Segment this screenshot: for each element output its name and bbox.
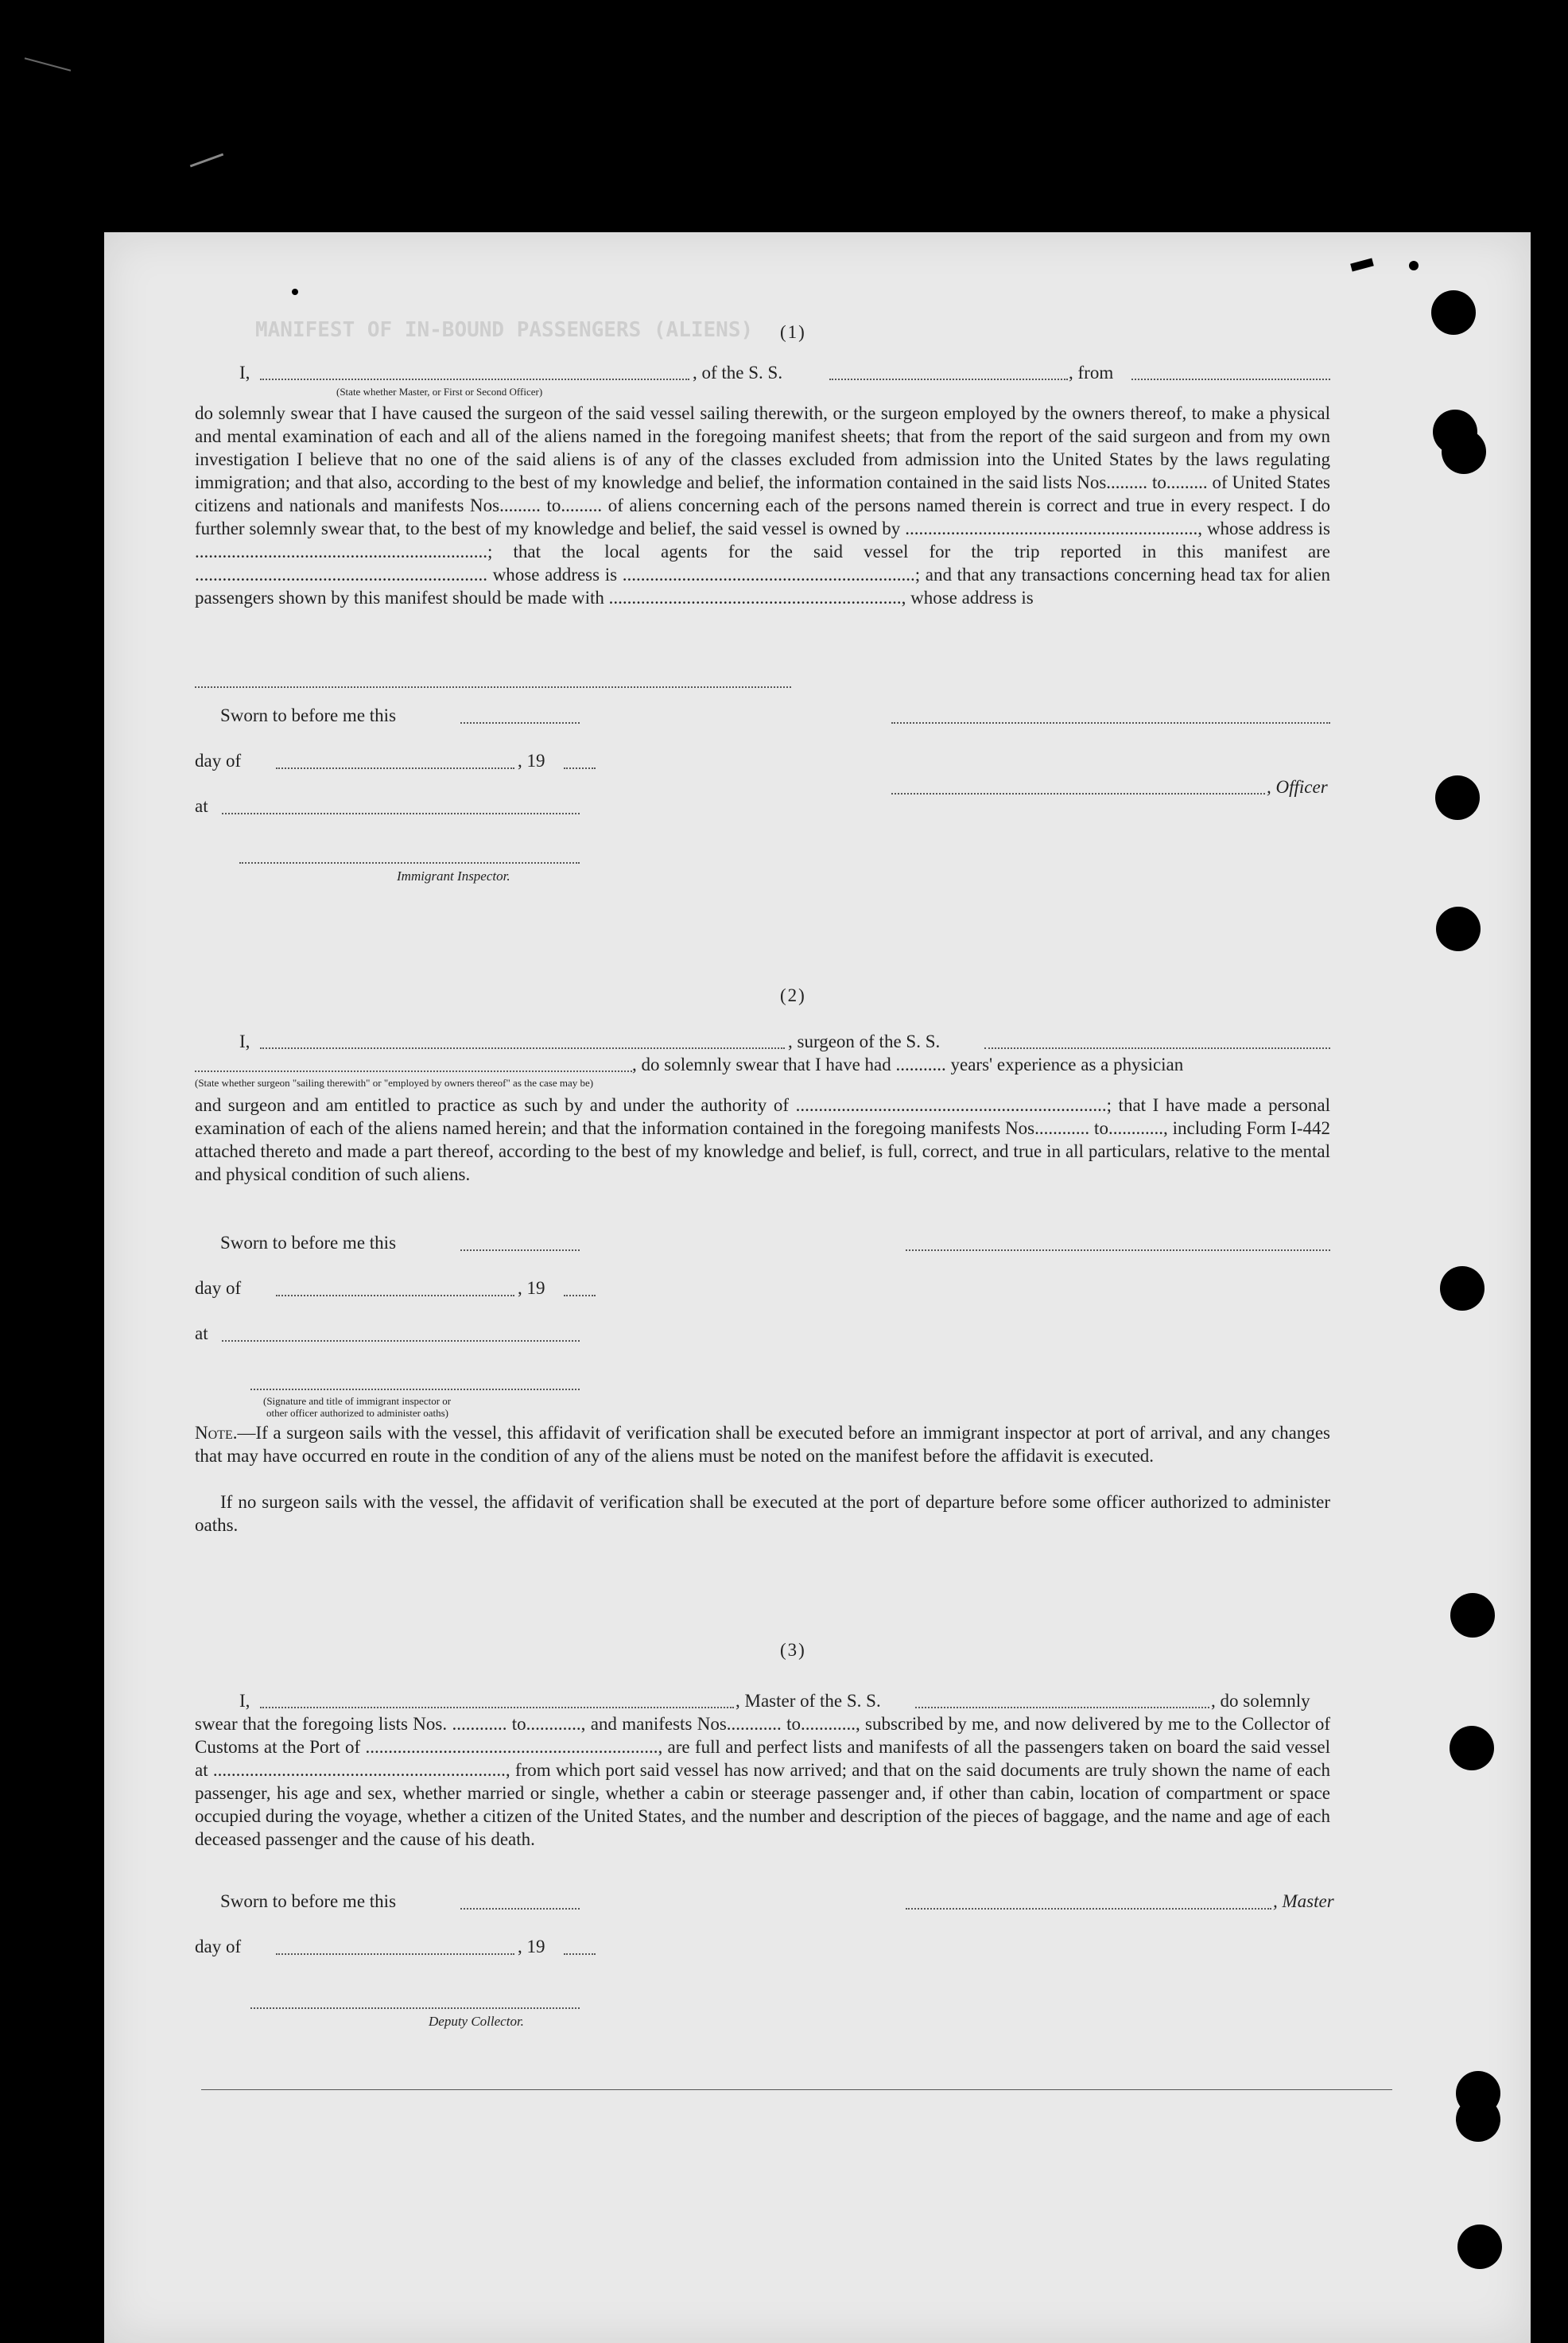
section-3-number: (3) <box>780 1640 806 1660</box>
punch-hole <box>1436 907 1481 951</box>
blank-day-1 <box>276 767 514 769</box>
sworn-text-3: Sworn to before me this <box>220 1891 397 1911</box>
blank-surgeon-status <box>195 1070 632 1072</box>
blank-year-2 <box>564 1295 596 1296</box>
blank-day-2 <box>276 1295 514 1296</box>
note-body: —If a surgeon sails with the vessel, this affidavit of verification shall be executed before an immigrant inspector at port of arrival, and any changes that may have occurred en route in the condition of any of the aliens must be noted on the manifest before the affidavit is executed. <box>195 1423 1330 1466</box>
bottom-rule <box>201 2089 1392 2090</box>
surgeon-of-ss-text: , surgeon of the S. S. <box>788 1032 941 1051</box>
blank-deputy-sig <box>250 2007 580 2009</box>
punch-hole <box>1450 1726 1494 1770</box>
punch-hole <box>1431 290 1476 335</box>
blank-surgeon-ship <box>984 1047 1330 1049</box>
section-2-body: and surgeon and am entitled to practice as such by and under the authority of ....................................................................; that I have made a personal examination of each of the aliens named herein; and that the information contained in the foregoing manifests Nos............ to............, including Form I-442 attached thereto and made a part thereof, according to the best of my knowledge and belief, is full, correct, and true in all particulars, relative to the mental and physical condition of such aliens. <box>195 1095 1330 1184</box>
blank-address-tail <box>195 686 791 688</box>
section-1-line-1 <box>239 361 250 384</box>
blank-inspector-sig <box>239 862 580 864</box>
blank-year-3 <box>564 1953 596 1955</box>
blank-master-sig <box>906 1908 1271 1910</box>
day-of-text-2: day of <box>195 1278 242 1298</box>
at-text-1: at <box>195 796 208 816</box>
surgeon-note-2: If no surgeon sails with the vessel, the affidavit of verification shall be executed at the port of departure before some officer authorized to administer oaths. <box>195 1492 1330 1535</box>
sworn-text-2: Sworn to before me this <box>220 1233 397 1253</box>
punch-hole <box>1440 1266 1485 1311</box>
deputy-collector-label: Deputy Collector. <box>429 2014 524 2029</box>
officer-type-note: (State whether Master, or First or Second Officer) <box>336 386 543 398</box>
year-text-2: , 19 <box>518 1278 545 1298</box>
text-from: , from <box>1069 363 1114 383</box>
sig-note-line-2: other officer authorized to administer oaths) <box>266 1407 448 1419</box>
manifest-page <box>104 232 1531 2343</box>
section-2-number: (2) <box>780 985 806 1005</box>
ink-mark <box>1409 261 1419 270</box>
master-label: , Master <box>1273 1891 1334 1911</box>
blank-officer-name <box>260 379 689 380</box>
blank-sworn-date-3 <box>460 1908 580 1910</box>
section-1-body: do solemnly swear that I have caused the surgeon of the said vessel sailing therewith, or the surgeon employed by the owners thereof, to make a physical and mental examination of each and all of the aliens named in the foregoing manifest sheets; that from the report of the said surgeon and from my own investigation I believe that no one of the said aliens is of any of the classes excluded from admission into the United States by the laws regulating immigration; and that also, according to the best of my knowledge and belief, the information contained in the said lists Nos......... to......... of United States citizens and nationals and manifests Nos......... to......... of aliens concerning each of the persons named therein is correct and true in every respect. I do further solemnly swear that, to the best of my knowledge and belief, the said vessel is owned by ................................................................, whose address is ................................................................; that the local agents for the said vessel for the trip reported in this manifest are ................................................................ whose address is ................................................................; and that any transactions concerning head tax for alien passengers shown by this manifest should be made with ................................................................, whose address is <box>195 403 1330 608</box>
ink-mark <box>292 289 298 295</box>
blank-master-ship <box>915 1707 1209 1708</box>
section-3-i: I, <box>239 1691 250 1711</box>
officer-label: , Officer <box>1267 777 1328 797</box>
section-1-number: (1) <box>780 322 806 342</box>
section-3-body: swear that the foregoing lists Nos. ............ to............, and manifests Nos............ to............, subscribed by me, and now delivered by me to the Collector of Customs at the Port of ................................................................, are full and perfect lists and manifests of all the passengers taken on board the said vessel at ................................................................, from which port said vessel has now arrived; and that on the said documents are truly shown the name of each passenger, his age and sex, whether married or single, whether a cabin or steerage passenger and, if other than cabin, location of compartment or space occupied during the voyage, whether a citizen of the United States, and the number and description of the pieces of baggage, and the name and age of each deceased passenger and the cause of his death. <box>195 1714 1330 1849</box>
punch-hole <box>1456 2097 1500 2142</box>
blank-ship-name <box>829 379 1068 380</box>
day-of-text-3: day of <box>195 1937 242 1956</box>
punch-hole <box>1450 1593 1495 1638</box>
punch-hole <box>1457 2224 1502 2269</box>
surgeon-status-note: (State whether surgeon "sailing therewith" or "employed by owners thereof" as the case may be) <box>195 1077 594 1089</box>
punch-hole <box>1442 429 1486 474</box>
at-text-2: at <box>195 1323 208 1343</box>
blank-inspector-sig-2 <box>250 1389 580 1390</box>
do-solemnly-text: , do solemnly <box>1211 1691 1310 1711</box>
year-text-1: , 19 <box>518 751 545 771</box>
blank-officer-sig <box>891 793 1265 795</box>
text-of-ss: , of the S. S. <box>693 363 783 383</box>
blank-at-2 <box>222 1340 580 1342</box>
blank-at-1 <box>222 813 580 814</box>
year-text-3: , 19 <box>518 1937 545 1956</box>
sig-note-line-1: (Signature and title of immigrant inspector or <box>263 1395 452 1407</box>
blank-from-port <box>1131 379 1330 380</box>
blank-sworn-date-1 <box>460 722 580 724</box>
blank-officer-sig-top <box>891 722 1330 724</box>
blank-year-1 <box>564 767 596 769</box>
day-of-text-1: day of <box>195 751 242 771</box>
note-label: Note. <box>195 1423 238 1443</box>
sworn-text-1: Sworn to before me this <box>220 705 397 725</box>
blank-master-name <box>260 1707 734 1708</box>
immigrant-inspector-label: Immigrant Inspector. <box>397 868 510 884</box>
scan-mark <box>25 57 71 71</box>
blank-surgeon-name <box>260 1047 785 1049</box>
ink-mark <box>1350 258 1374 272</box>
bleed-through-header: MANIFEST OF IN-BOUND PASSENGERS (ALIENS) <box>255 318 754 342</box>
surgeon-note <box>195 1421 1330 1467</box>
text-i: I, <box>239 363 250 383</box>
master-of-ss-text: , Master of the S. S. <box>735 1691 881 1711</box>
scan-mark <box>190 153 223 168</box>
years-experience-text: , do solemnly swear that I have had ........... years' experience as a physician <box>632 1055 1184 1074</box>
punch-hole <box>1435 775 1480 820</box>
blank-surgeon-sig <box>906 1249 1330 1251</box>
section-2-i: I, <box>239 1032 250 1051</box>
blank-day-3 <box>276 1953 514 1955</box>
blank-sworn-date-2 <box>460 1249 580 1251</box>
